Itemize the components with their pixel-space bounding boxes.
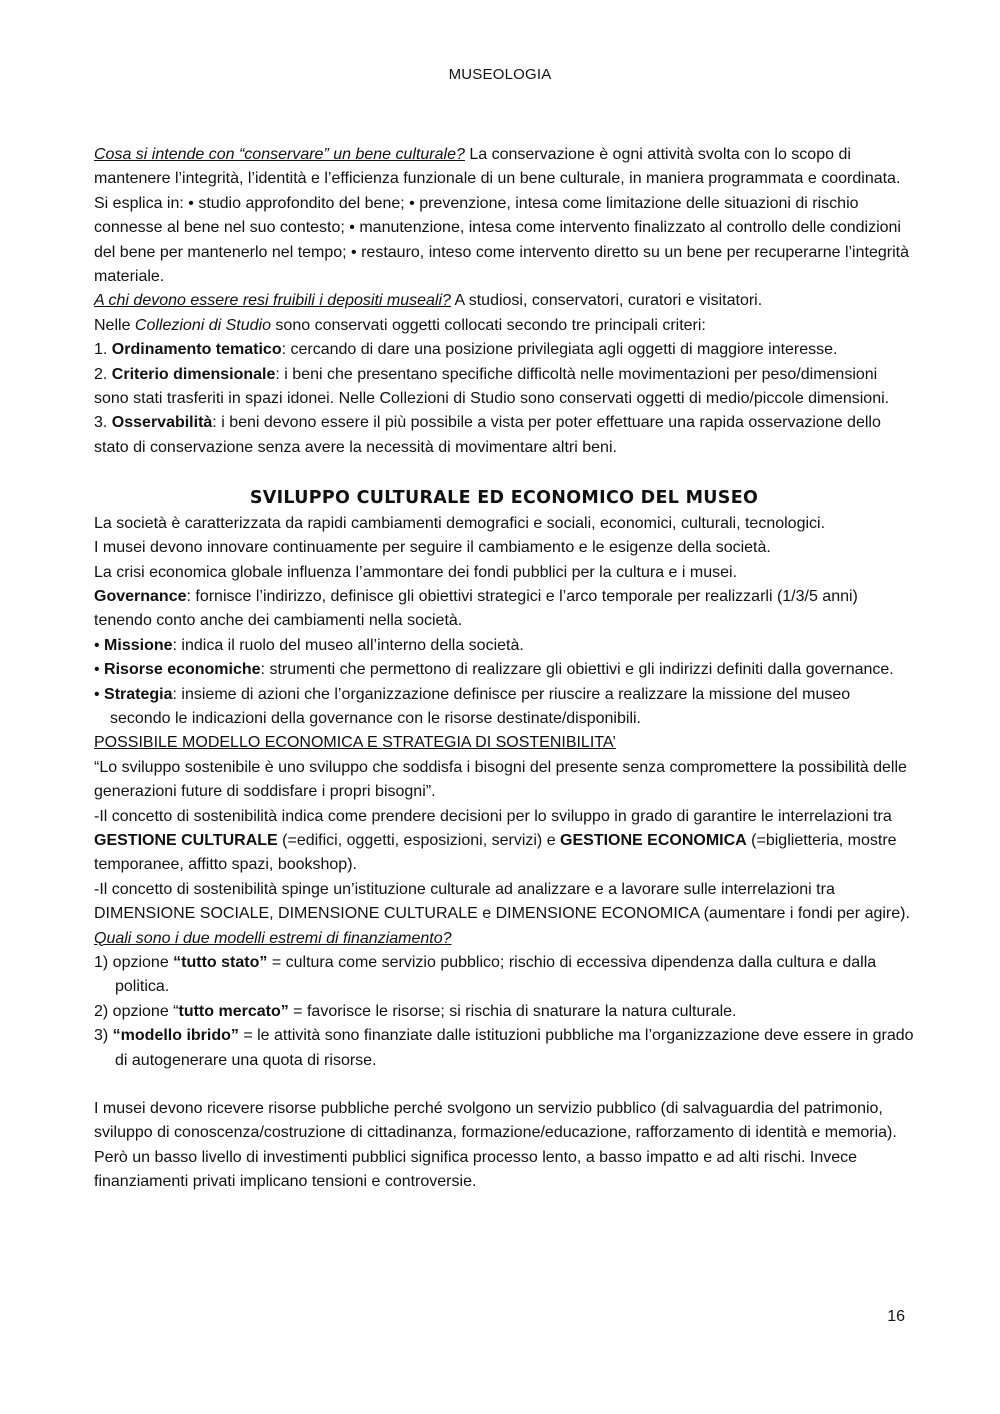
page-content [94, 143, 914, 1195]
criterion-item: 1. Ordinamento tematico: cercando di dare una posizione privilegiata agli oggetti di maggiore interesse. [94, 341, 838, 359]
sustainability-paragraph: -Il concetto di sostenibilità spinge un’istituzione culturale ad analizzare e a lavorare sulle interrelazioni tra DIMENSIONE SOCIALE, DIMENSIONE CULTURALE e DIMENSIONE ECONOMICA (aumentare i fondi per agire). [94, 880, 910, 923]
spacer [94, 1073, 914, 1097]
conservation-paragraph [94, 143, 914, 289]
governance-paragraph: Governance: fornisce l’indirizzo, definisce gli obiettivi strategici e l’arco temporale per realizzarli (1/3/5 anni) tenendo conto anche dei cambiamenti nella società. [94, 587, 858, 630]
option-item: 2) opzione “tutto mercato” = favorisce le risorse; si rischia di snaturare la natura culturale. [94, 1002, 737, 1020]
sustainability-paragraph: -Il concetto di sostenibilità indica come prendere decisioni per lo sviluppo in grado di garantire le interrelazioni tra GESTIONE CULTURALE (=edifici, oggetti, esposizioni, servizi) e GESTIONE ECONOMICA (=biglietteria, mostre temporanee, affitto spazi, bookshop). [94, 807, 897, 874]
closing-paragraph: I musei devono ricevere risorse pubbliche perché svolgono un servizio pubblico (di salvaguardia del patrimonio, sviluppo di conoscenza/costruzione di cittadinanza, formazione/educazione, rafforzamento di identità e memoria). Però un basso livello di investimenti pubblici significa processo lento, a basso impatto e ad alti rischi. Invece finanziamenti privati implicano tensioni e controversie. [94, 1100, 897, 1191]
paragraph: La crisi economica globale influenza l’ammontare dei fondi pubblici per la cultura e i musei. [94, 563, 738, 581]
criterion-item: 3. Osservabilità: i beni devono essere il più possibile a vista per poter effettuare una rapida osservazione dello stato di conservazione senza avere la necessità di movimentare altri beni. [94, 414, 881, 456]
bullet-item: • Missione: indica il ruolo del museo all’interno della società. [94, 636, 524, 654]
collezioni-term: Collezioni di Studio [134, 316, 271, 334]
answer-conservare: La conservazione è ogni attività svolta con lo scopo di mantenere l’integrità, l’identità e l’efficienza funzionale di un bene culturale, in maniera programmata e coordinata. Si esplica in: • studio approfondito del bene; • prevenzione, intesa come limitazione delle situazioni di rischio connesse al bene nel suo contesto; • manutenzione, intesa come intervento finalizzato al controllo delle condizioni del bene per mantenerlo nel tempo; • restauro, inteso come intervento diretto su un bene per recuperarne l’integrità materiale. [94, 146, 909, 286]
page-header: MUSEOLOGIA [448, 66, 552, 83]
page-number: 16 [887, 1308, 905, 1325]
option-item: 3) “modello ibrido” = le attività sono finanziate dalle istituzioni pubbliche ma l’organizzazione deve essere in grado di autogenerare una quota di risorse. [94, 1027, 914, 1069]
option-item: 1) opzione “tutto stato” = cultura come servizio pubblico; rischio di eccessiva dipendenza dalla cultura e dalla politica. [94, 954, 877, 996]
quote-paragraph: “Lo sviluppo sostenibile è uno sviluppo che soddisfa i bisogni del presente senza compromettere la possibilità delle generazioni future di soddisfare i propri bisogni”. [94, 758, 907, 801]
question-financing: Quali sono i due modelli estremi di finanziamento? [94, 929, 452, 947]
criterion-item: 2. Criterio dimensionale: i beni che presentano specifiche difficoltà nelle movimentazioni per peso/dimensioni sono stati trasferiti in spazi idonei. Nelle Collezioni di Studio sono conservati oggetti di medio/piccole dimensioni. [94, 365, 890, 408]
section-heading: SVILUPPO CULTURALE ED ECONOMICO DEL MUSEO [249, 488, 759, 509]
paragraph: I musei devono innovare continuamente per seguire il cambiamento e le esigenze della società. [94, 539, 771, 557]
answer-depositi: A studiosi, conservatori, curatori e visitatori. [450, 292, 763, 310]
bullet-item: • Risorse economiche: strumenti che permettono di realizzare gli obiettivi e gli indirizzi definiti dalla governance. [94, 661, 894, 679]
question-depositi: A chi devono essere resi fruibili i depositi museali? [94, 292, 451, 310]
subsection-title: POSSIBILE MODELLO ECONOMICA E STRATEGIA DI SOSTENIBILITA’ [94, 734, 616, 752]
paragraph: La società è caratterizzata da rapidi cambiamenti demografici e sociali, economici, culturali, tecnologici. [94, 514, 826, 532]
bullet-item: • Strategia: insieme di azioni che l’organizzazione definisce per riuscire a realizzare la missione del museo secondo le indicazioni della governance con le risorse destinate/disponibili. [94, 685, 851, 727]
question-conservare: Cosa si intende con “conservare” un bene culturale? [94, 146, 465, 163]
depositi-paragraph [94, 289, 914, 313]
collezioni-paragraph: Nelle Collezioni di Studio sono conservati oggetti collocati secondo tre principali criteri: [94, 316, 706, 334]
